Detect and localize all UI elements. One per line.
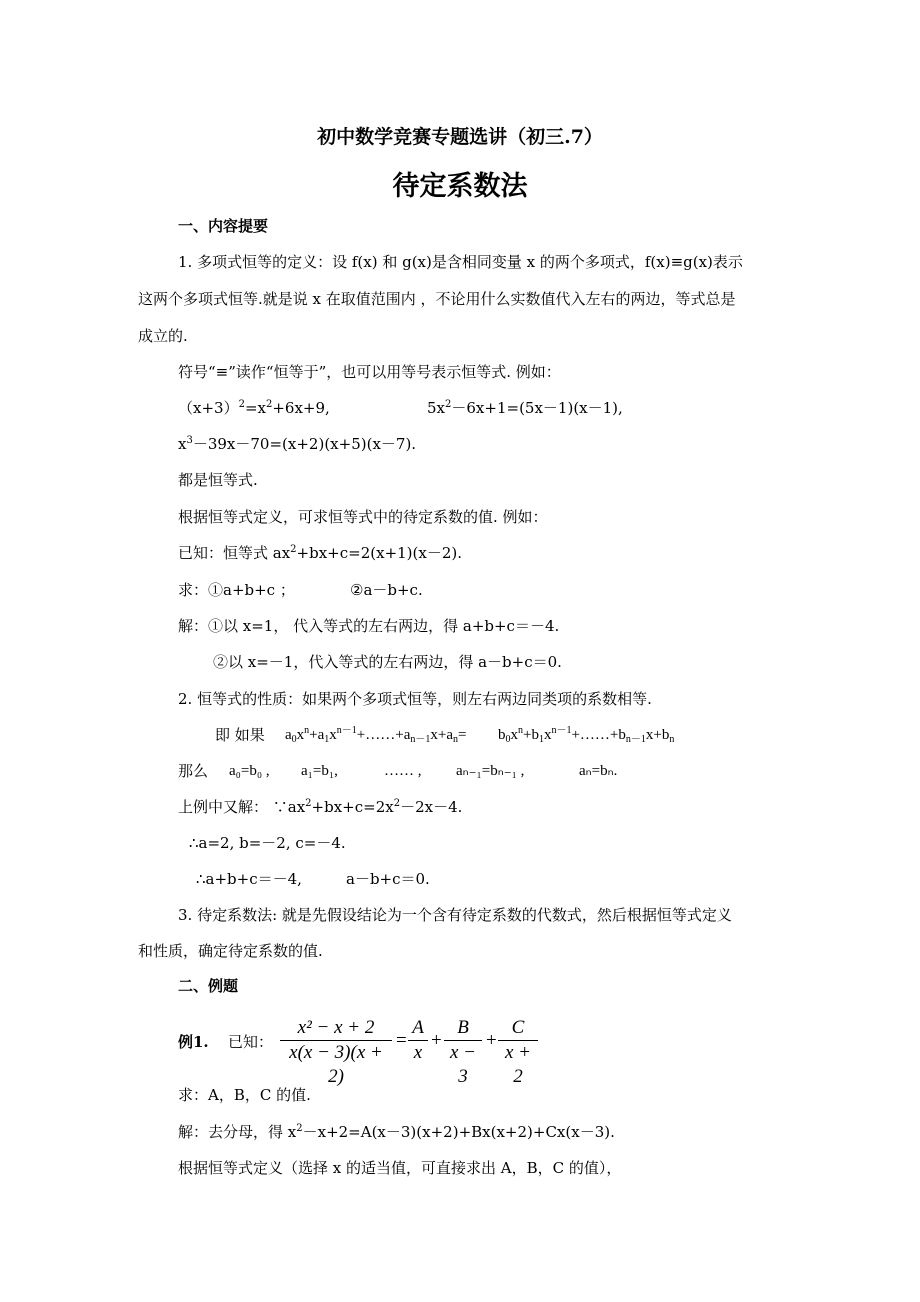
equation-1: $(x+3)^2=x^2+6x+9$,	[178, 399, 330, 417]
para-14a: ∴a+b+c＝－4,	[196, 870, 302, 888]
para-15-line-1: 3. 待定系数法: 就是先假设结论为一个含有待定系数的代数式，然后根据恒等式定义	[178, 906, 732, 924]
fraction-b: B x − 3	[444, 1016, 482, 1065]
section-heading-1: 一、内容提要	[178, 217, 269, 235]
para-12: 上例中又解： $\because ax^2+bx+c=2x^2-2x-4$.	[178, 798, 463, 816]
coefficient-formula-left: $a_0x^n+a_1x^{n-1}+\dots\dots+a_{n-1}x+a_n=$	[285, 725, 467, 745]
plus-sign-2: +	[486, 1030, 497, 1051]
para-4: 根据恒等式定义，可求恒等式中的待定系数的值. 例如：	[178, 508, 548, 526]
coefficient-formula-right: $b_0x^n+b_1x^{n-1}+\dots\dots+b_{n-1}x+b_n$	[498, 725, 675, 745]
plus-sign-1: +	[431, 1030, 442, 1051]
para-6a: 求：①a+b+c ；	[178, 581, 295, 599]
fraction-c: C x + 2	[498, 1016, 538, 1065]
coefficient-equal-ellipsis: …… ,	[384, 763, 422, 779]
document-subtitle: 待定系数法	[392, 171, 528, 202]
para-14b: a－b+c＝0.	[346, 870, 430, 888]
para-6b: ②a－b+c.	[350, 581, 423, 599]
example-1-label: 例1.	[178, 1033, 209, 1051]
example-1-last-line: 根据恒等式定义（选择 x 的适当值，可直接求出 A，B，C 的值），	[178, 1159, 622, 1177]
para-9: 2. 恒等式的性质：如果两个多项式恒等，则左右两边同类项的系数相等.	[178, 690, 652, 708]
para-10-label: 即 如果	[215, 726, 265, 744]
equals-sign: =	[396, 1030, 407, 1051]
section-heading-2: 二、例题	[178, 977, 239, 995]
para-13: ∴a=2, b=－2, c=－4.	[189, 834, 346, 852]
para-2: 符号“≡”读作“恒等于”，也可以用等号表示恒等式. 例如：	[178, 363, 561, 381]
coefficient-equal-n: aₙ=bₙ.	[579, 763, 618, 779]
para-1-line-2: 这两个多项式恒等.就是说 x 在取值范围内 ，不论用什么实数值代入左右的两边，等式总是	[138, 290, 736, 308]
example-1-solution: 解：去分母，得 $x^2-x+2=A(x-3)(x+2)+Bx(x+2)+Cx(x-3)$.	[178, 1123, 615, 1141]
para-5: 已知：恒等式 $ax^2+bx+c=2(x+1)(x-2)$.	[178, 544, 463, 562]
para-1-line-3: 成立的.	[138, 327, 188, 345]
equation-2: $5x^2-6x+1=(5x-1)(x-1)$,	[427, 399, 623, 417]
para-11-label: 那么	[178, 762, 209, 780]
coefficient-equal-2: a₁=b₁,	[301, 763, 338, 779]
example-1-question: 求：A，B，C 的值.	[178, 1086, 311, 1104]
para-7: 解：①以 x=1， 代入等式的左右两边，得 a+b+c＝－4.	[178, 617, 560, 635]
coefficient-equal-n-1: aₙ₋₁=bₙ₋₁ ,	[456, 763, 525, 779]
para-15-line-2: 和性质，确定待定系数的值.	[138, 942, 323, 960]
document-title: 初中数学竞赛专题选讲（初三.7）	[317, 126, 603, 148]
para-3: 都是恒等式.	[178, 471, 258, 489]
coefficient-equal-1: a₀=b₀ ,	[229, 763, 270, 779]
para-1-line-1: 1. 多项式恒等的定义：设 f(x) 和 g(x)是含相同变量 x 的两个多项式，f(x)≡g(x)表示	[178, 253, 743, 271]
para-8: ②以 x=－1，代入等式的左右两边，得 a－b+c＝0.	[213, 653, 562, 671]
example-1-given: 已知：	[228, 1033, 274, 1051]
fraction-a: A x	[408, 1016, 428, 1065]
equation-3: $x^3-39x-70=(x+2)(x+5)(x-7)$.	[178, 435, 417, 453]
fraction-lhs: x² − x + 2 x(x − 3)(x + 2)	[280, 1016, 392, 1065]
